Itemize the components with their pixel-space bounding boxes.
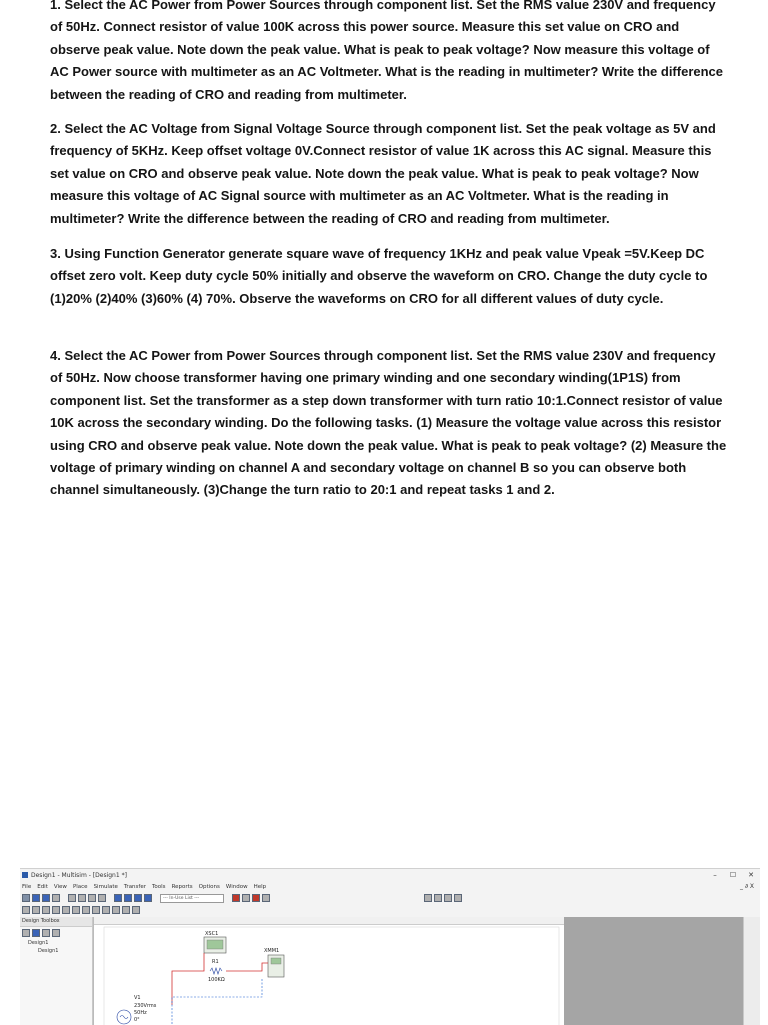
tree-item-design-sheet[interactable]: Design1 [38, 948, 59, 954]
multisim-screenshot [20, 868, 760, 1025]
toolbox-icon-3[interactable] [42, 929, 50, 937]
in-use-list-dropdown[interactable]: --- In-Use List --- [160, 894, 224, 903]
zoom-in-icon[interactable] [424, 894, 432, 902]
zoom-area-icon[interactable] [444, 894, 452, 902]
schematic-canvas[interactable] [93, 917, 564, 1025]
new-file-icon[interactable] [22, 894, 30, 902]
instrument-icon-7[interactable] [82, 906, 90, 914]
toolbox-icon-1[interactable] [22, 929, 30, 937]
wire-red-2 [226, 963, 268, 971]
pause-simulation-icon[interactable] [242, 894, 250, 902]
workspace [20, 917, 760, 1025]
menu-reports[interactable]: Reports [171, 883, 193, 890]
menu-file[interactable]: File [22, 883, 32, 890]
menu-tools[interactable]: Tools [152, 883, 166, 890]
oscilloscope-screen [207, 940, 223, 949]
save-icon[interactable] [42, 894, 50, 902]
instrument-icon-3[interactable] [42, 906, 50, 914]
component-toolbar-icon-1[interactable] [114, 894, 122, 902]
scope-label: XSC1 [205, 931, 219, 937]
source-phase-label: 0° [134, 1017, 140, 1023]
minimize-button[interactable]: – [713, 871, 717, 879]
multisim-app-icon [22, 872, 28, 878]
zoom-out-icon[interactable] [434, 894, 442, 902]
component-toolbar-icon-4[interactable] [144, 894, 152, 902]
design-toolbox-title: Design Toolbox [20, 917, 92, 927]
task-4-paragraph: 4. Select the AC Power from Power Sources through component list. Set the RMS value 230V and frequency of 50Hz. Now choose transformer having one primary winding and one secondary winding(1P1S) from component list. Set the transformer as a step down transformer with turn ratio 10:1.Connect resistor of value 10K across the secondary winding. Do the following tasks. (1) Measure the voltage value across this resistor using CRO and observe peak value. Note down the peak value. What is peak to peak voltage? (2) Measure the voltage of primary winding on channel A and secondary voltage on channel B so you can observe both channel simultaneously. (3)Change the turn ratio to 20:1 and repeat tasks 1 and 2. [50, 348, 727, 498]
task-1-paragraph: 1. Select the AC Power from Power Sources through component list. Set the RMS value 230V and frequency of 50Hz. Connect resistor of value 100K across this power source. Measure this set value on CRO and observe peak value. Note down the peak value. What is peak to peak voltage? Now measure this voltage of AC Power source with multimeter as an AC Voltmeter. What is the reading in multimeter? Write the difference between the reading of CRO and reading from multimeter. [50, 0, 724, 102]
menu-transfer[interactable]: Transfer [123, 883, 146, 890]
instrument-icon-2[interactable] [32, 906, 40, 914]
probe-icon[interactable] [262, 894, 270, 902]
instrument-icon-4[interactable] [52, 906, 60, 914]
component-toolbar-icon-3[interactable] [134, 894, 142, 902]
zoom-fit-icon[interactable] [454, 894, 462, 902]
window-title: Design1 - Multisim - [Design1 *] [31, 871, 127, 879]
task-3-paragraph: 3. Using Function Generator generate square wave of frequency 1KHz and peak value Vpeak =5V.Keep DC offset zero volt. Keep duty cycle 50% initially and observe the waveform on CRO. Change the duty cycle to (1)20% (2)40% (3)60% (4) 70%. Observe the waveforms on CRO for all different values of duty cycle. [50, 246, 708, 306]
toolbox-icon-2[interactable] [32, 929, 40, 937]
secondary-toolbar [20, 904, 760, 916]
undo-icon[interactable] [98, 894, 106, 902]
instrument-icon-11[interactable] [122, 906, 130, 914]
resistor-symbol[interactable] [210, 968, 222, 974]
tree-item-design[interactable]: Design1 [28, 940, 49, 946]
menu-simulate[interactable]: Simulate [93, 883, 118, 890]
stop-simulation-icon[interactable] [252, 894, 260, 902]
toolbox-icon-4[interactable] [52, 929, 60, 937]
menu-bar [20, 881, 760, 892]
multimeter-display [271, 958, 281, 964]
design-toolbox-panel [20, 917, 93, 1025]
resistor-ref-label: R1 [212, 959, 219, 965]
instrument-icon-1[interactable] [22, 906, 30, 914]
instrument-icon-5[interactable] [62, 906, 70, 914]
menu-options[interactable]: Options [198, 883, 220, 890]
close-button[interactable]: ✕ [748, 871, 754, 879]
source-rms-label: 230Vrms [134, 1003, 157, 1009]
cut-icon[interactable] [68, 894, 76, 902]
wire-blue [172, 979, 262, 1025]
print-icon[interactable] [52, 894, 60, 902]
source-ref-label: V1 [134, 995, 141, 1001]
instrument-icon-6[interactable] [72, 906, 80, 914]
source-freq-label: 50Hz [134, 1010, 147, 1016]
run-simulation-icon[interactable] [232, 894, 240, 902]
menu-place[interactable]: Place [72, 883, 88, 890]
document-window-controls[interactable]: _ ∂ X [739, 883, 754, 890]
window-titlebar [20, 869, 760, 881]
maximize-button[interactable]: ☐ [729, 871, 737, 879]
menu-view[interactable]: View [53, 883, 67, 890]
copy-icon[interactable] [78, 894, 86, 902]
main-toolbar [20, 892, 760, 904]
menu-help[interactable]: Help [253, 883, 267, 890]
multimeter-label: XMM1 [264, 948, 280, 954]
canvas-background-area [564, 917, 743, 1025]
task-2-paragraph: 2. Select the AC Voltage from Signal Voltage Source through component list. Set the peak voltage as 5V and frequency of 5KHz. Keep offset voltage 0V.Connect resistor of value 1K across this AC signal. Measure this set value on CRO and observe peak value. Note down the peak value. What is peak to peak voltage? Now measure this voltage of AC Signal source with multimeter as an AC Voltmeter. What is the reading in multimeter? Write the difference between the reading of CRO and reading from multimeter. [50, 121, 716, 226]
open-folder-icon[interactable] [32, 894, 40, 902]
instrument-icon-10[interactable] [112, 906, 120, 914]
instrument-icon-12[interactable] [132, 906, 140, 914]
toolbox-mini-toolbar [20, 927, 92, 939]
menu-edit[interactable]: Edit [37, 883, 48, 890]
resistor-value-label: 100KΩ [208, 977, 225, 983]
instrument-icon-8[interactable] [92, 906, 100, 914]
component-toolbar-icon-2[interactable] [124, 894, 132, 902]
menu-window[interactable]: Window [225, 883, 248, 890]
schematic-drawing [94, 917, 564, 1025]
paste-icon[interactable] [88, 894, 96, 902]
instrument-icon-9[interactable] [102, 906, 110, 914]
instruments-sidebar[interactable] [743, 917, 760, 1025]
